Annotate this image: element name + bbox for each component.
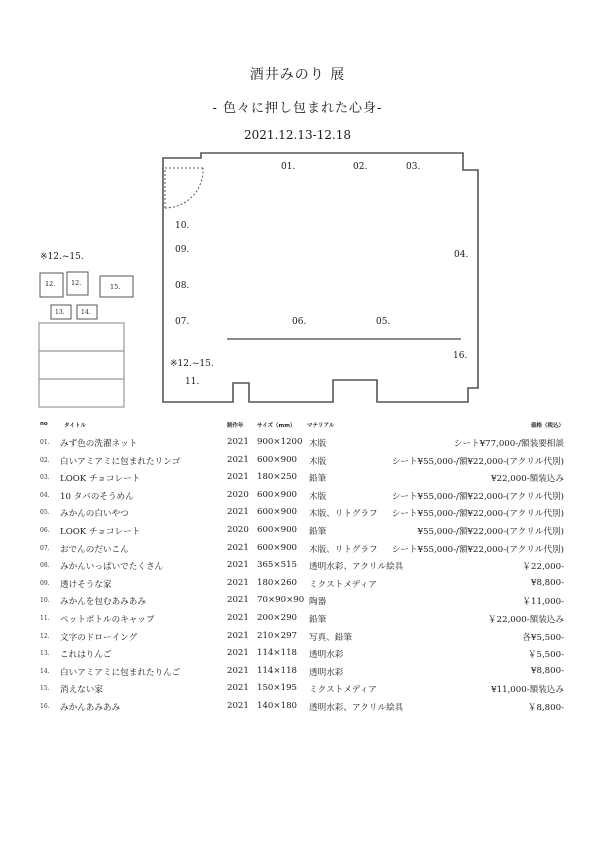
cell-material: 木版 <box>309 439 327 449</box>
cell-year: 2021 <box>227 701 249 711</box>
cell-price: ￥11,000- <box>522 597 564 608</box>
col-header-material: マテリアル <box>307 423 335 429</box>
cell-year: 2021 <box>227 630 249 641</box>
cell-price: ¥55,000-/額¥22,000-(アクリル代別) <box>417 527 564 537</box>
cell-size: 600×900 <box>257 454 298 465</box>
cell-no: 05. <box>40 509 50 517</box>
table-row <box>0 543 595 560</box>
cell-title: 白いアミアミに包まれたりんご <box>60 667 181 678</box>
cell-price: シート¥55,000-/額¥22,000-(アクリル代別) <box>391 491 564 502</box>
cell-no: 06. <box>40 527 50 534</box>
cell-price: シート¥55,000-/額¥22,000-(アクリル代別) <box>391 509 564 520</box>
cell-material: 透明水彩 <box>309 650 344 661</box>
cell-year: 2021 <box>227 683 249 694</box>
plan-label-04: 04. <box>454 250 469 260</box>
cell-price: ¥11,000-額装込み <box>491 685 564 696</box>
cell-year: 2021 <box>227 542 249 553</box>
cell-material: 鉛筆 <box>309 527 327 537</box>
col-header-price: 価格（税込） <box>530 423 564 429</box>
shelf-unit <box>39 323 124 407</box>
cell-size: 365×515 <box>257 560 298 571</box>
cell-price: ￥8,800- <box>527 703 564 713</box>
plan-label-06: 06. <box>292 317 307 327</box>
table-row <box>0 666 595 683</box>
cell-no: 16. <box>40 703 50 710</box>
side-label-12b: 12. <box>71 279 82 287</box>
cell-size: 600×900 <box>257 507 298 518</box>
cell-material: 透明水彩 <box>309 667 344 678</box>
cell-title: みかんの白いやつ <box>60 509 129 520</box>
cell-year: 2021 <box>227 507 249 518</box>
cell-year: 2021 <box>227 595 249 606</box>
cell-size: 114×118 <box>257 665 298 676</box>
cell-price: シート¥55,000-/額¥22,000-(アクリル代別) <box>391 456 564 467</box>
cell-size: 900×1200 <box>257 437 303 447</box>
cell-material: 陶器 <box>309 597 327 608</box>
exhibition-subtitle: - 色々に押し包まれた心身- <box>212 101 383 116</box>
table-row <box>0 437 595 454</box>
cell-price: 各¥5,500- <box>522 632 564 643</box>
plan-label-09: 09. <box>175 245 190 255</box>
cell-price: ¥8,800- <box>531 665 564 676</box>
cell-year: 2021 <box>227 560 249 571</box>
table-row <box>0 525 595 542</box>
table-row <box>0 490 595 507</box>
cell-material: 木版、リトグラフ <box>309 509 378 520</box>
cell-title: みかんあみあみ <box>60 703 121 713</box>
cell-size: 114×118 <box>257 648 298 659</box>
table-row <box>0 631 595 648</box>
cell-size: 150×195 <box>257 683 298 694</box>
cell-title: 10 タバのそうめん <box>60 491 134 502</box>
side-label-12a: 12. <box>45 280 56 288</box>
plan-label-07: 07. <box>175 317 190 327</box>
cell-material: 透明水彩、アクリル絵具 <box>309 562 404 573</box>
cell-no: 03. <box>40 474 50 482</box>
cell-title: 透けそうな家 <box>60 579 112 590</box>
cell-price: シート¥55,000-/額¥22,000-(アクリル代別) <box>391 544 564 555</box>
cell-title: 消えない家 <box>60 685 103 696</box>
plan-label-05: 05. <box>376 317 391 327</box>
cell-price: シート¥77,000-/額装要相談 <box>453 439 564 449</box>
cell-no: 15. <box>40 685 50 693</box>
cell-title: 文字のドローイング <box>60 632 138 643</box>
cell-no: 07. <box>40 544 50 552</box>
cell-no: 10. <box>40 597 50 605</box>
cell-material: 鉛筆 <box>309 474 327 485</box>
cell-size: 140×180 <box>257 701 298 711</box>
col-header-no: no <box>40 421 48 427</box>
cell-no: 04. <box>40 491 50 499</box>
cell-year: 2021 <box>227 577 249 588</box>
table-row <box>0 701 595 718</box>
side-display-note: ※12.~15. <box>40 252 84 262</box>
exhibition-dates: 2021.12.13-12.18 <box>243 128 352 142</box>
door-swing <box>165 168 203 208</box>
plan-label-16: 16. <box>453 351 468 361</box>
plan-label-08: 08. <box>175 281 190 291</box>
cell-title: みず色の洗濯ネット <box>60 439 138 449</box>
plan-label-01: 01. <box>281 162 296 172</box>
plan-note-inner: ※12.~15. <box>170 359 214 369</box>
plan-label-11: 11. <box>185 377 200 387</box>
cell-size: 180×260 <box>257 577 298 588</box>
cell-year: 2021 <box>227 437 249 447</box>
plan-label-10: 10. <box>175 221 190 231</box>
cell-no: 02. <box>40 456 50 464</box>
cell-size: 70×90×90 <box>257 595 305 606</box>
cell-title: 白いアミアミに包まれたリンゴ <box>60 456 181 467</box>
table-row <box>0 595 595 612</box>
cell-title: みかんを包むあみあみ <box>60 597 146 608</box>
cell-year: 2021 <box>227 648 249 659</box>
cell-no: 12. <box>40 632 50 640</box>
table-row <box>0 472 595 489</box>
cell-title: おでんのだいこん <box>60 544 129 555</box>
cell-material: 透明水彩、アクリル絵具 <box>309 703 404 713</box>
cell-year: 2020 <box>227 489 249 500</box>
table-row <box>0 648 595 665</box>
cell-size: 600×900 <box>257 542 298 553</box>
cell-year: 2021 <box>227 613 249 623</box>
cell-price: ￥22,000-額装込み <box>488 615 564 625</box>
cell-price: ¥22,000-額装込み <box>491 474 564 485</box>
cell-no: 09. <box>40 579 50 587</box>
cell-no: 14. <box>40 667 50 675</box>
table-row <box>0 578 595 595</box>
cell-no: 08. <box>40 562 50 570</box>
cell-price: ￥5,500- <box>527 650 564 661</box>
table-row <box>0 683 595 700</box>
col-header-year: 制作年 <box>227 423 244 429</box>
cell-year: 2020 <box>227 525 249 535</box>
exhibition-title: 酒井みのり 展 <box>249 67 346 83</box>
cell-material: ミクストメディア <box>309 685 377 696</box>
cell-price: ¥8,800- <box>531 577 564 588</box>
cell-no: 01. <box>40 439 50 446</box>
table-row <box>0 560 595 577</box>
cell-year: 2021 <box>227 665 249 676</box>
cell-year: 2021 <box>227 454 249 465</box>
side-label-13: 13. <box>55 309 65 316</box>
cell-title: LOOK チョコレート <box>60 527 141 537</box>
cell-title: ペットボトルのキャップ <box>60 615 155 625</box>
table-row <box>0 507 595 524</box>
plan-label-03: 03. <box>406 162 421 172</box>
cell-material: 木版 <box>309 491 327 502</box>
cell-size: 210×297 <box>257 630 298 641</box>
side-label-15: 15. <box>110 283 121 291</box>
cell-size: 180×250 <box>257 472 298 483</box>
side-label-14: 14. <box>81 309 91 316</box>
cell-price: ￥22,000- <box>522 562 564 573</box>
cell-material: ミクストメディア <box>309 579 377 590</box>
cell-title: これはりんご <box>60 650 112 661</box>
floor-plan <box>0 0 595 420</box>
col-header-title: タイトル <box>64 423 86 429</box>
cell-no: 11. <box>40 615 50 622</box>
cell-material: 鉛筆 <box>309 615 327 625</box>
cell-no: 13. <box>40 650 50 658</box>
cell-material: 木版、リトグラフ <box>309 544 378 555</box>
cell-material: 写真、鉛筆 <box>309 632 352 643</box>
cell-title: みかんいっぱいでたくさん <box>60 562 164 573</box>
cell-material: 木版 <box>309 456 327 467</box>
cell-title: LOOK チョコレート <box>60 474 141 485</box>
cell-year: 2021 <box>227 472 249 483</box>
cell-size: 600×900 <box>257 525 298 535</box>
table-row <box>0 613 595 630</box>
plan-label-02: 02. <box>353 162 368 172</box>
table-row <box>0 455 595 472</box>
cell-size: 600×900 <box>257 489 298 500</box>
col-header-size: サイズ（mm） <box>257 423 296 429</box>
cell-size: 200×290 <box>257 613 298 623</box>
